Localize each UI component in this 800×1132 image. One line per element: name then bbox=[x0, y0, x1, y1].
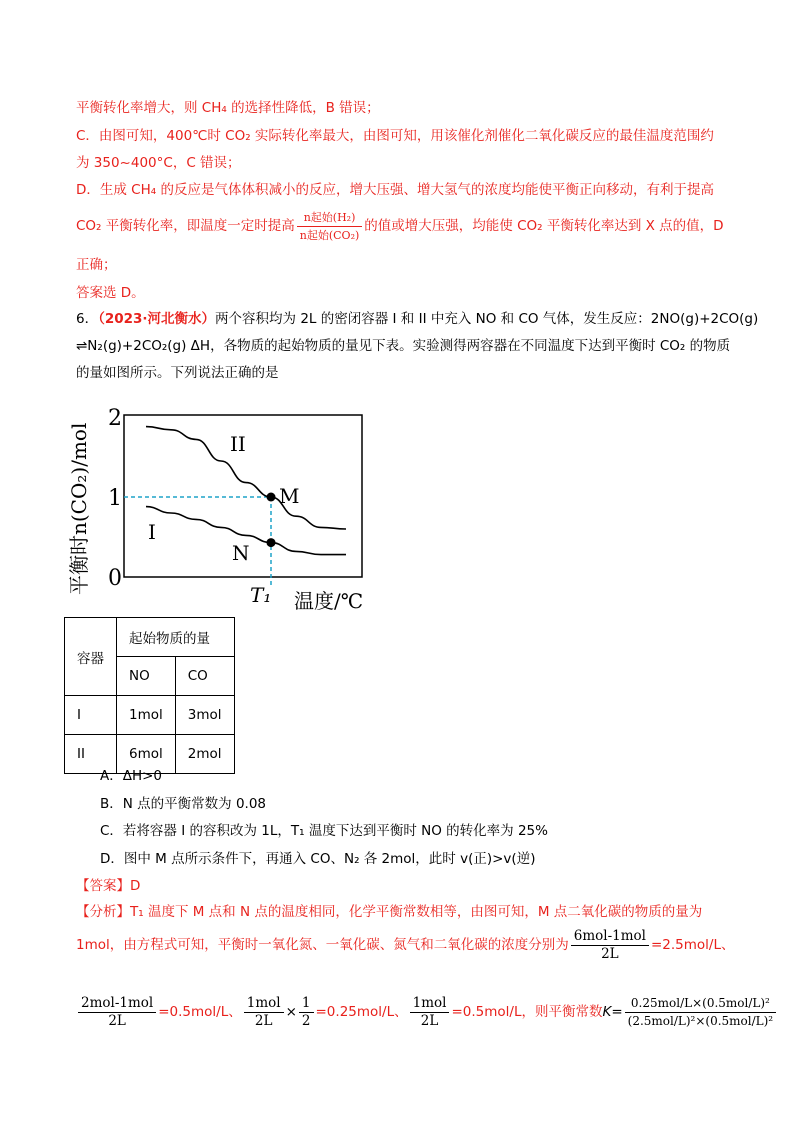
analysis-text: =0.25mol/L、 bbox=[315, 1004, 408, 1020]
question-text: 两个容积均为 2L 的密闭容器 I 和 II 中充入 NO 和 CO 气体，发生反应：2NO(g)+2CO(g) bbox=[215, 311, 759, 327]
table-header-cell: NO bbox=[117, 657, 176, 696]
text-line: 正确； bbox=[76, 257, 117, 273]
table-cell: I bbox=[65, 696, 117, 735]
question-line: ⇌N₂(g)+2CO₂(g) ΔH，各物质的起始物质的量见下表。实验测得两容器在不同温度下达到平衡时 CO₂ 的物质 bbox=[76, 338, 731, 354]
analysis-line bbox=[76, 926, 735, 964]
data-point-M bbox=[267, 493, 276, 502]
series-label-II: II bbox=[230, 432, 246, 456]
fraction bbox=[297, 209, 363, 244]
table-cell: II bbox=[65, 735, 117, 774]
option-d: D．图中 M 点所示条件下，再通入 CO、N₂ 各 2mol，此时 v(正)>v(逆) bbox=[100, 851, 536, 867]
fraction-denominator: n起始(CO₂) bbox=[299, 228, 360, 242]
fraction-numerator: 1 bbox=[299, 995, 314, 1013]
analysis-label: 【分析】 bbox=[76, 904, 130, 920]
fraction-denominator: 2L bbox=[254, 1012, 273, 1029]
x-tick-label: T₁ bbox=[250, 583, 272, 607]
fraction-denominator: 2L bbox=[420, 1012, 439, 1029]
table-header-cell: CO bbox=[175, 657, 234, 696]
analysis-text: =0.5mol/L、 bbox=[158, 1004, 242, 1020]
fraction-numerator: 2mol-1mol bbox=[78, 995, 156, 1013]
text-line: C．由图可知，400℃时 CO₂ 实际转化率最大，由图可知，用该催化剂催化二氧化碳反应的最佳温度范围约 bbox=[76, 128, 714, 144]
question-number: 6． bbox=[76, 311, 99, 327]
text-segment: 的值或增大压强，均能使 CO₂ 平衡转化率达到 X 点的值，D bbox=[364, 218, 724, 234]
fraction bbox=[571, 928, 649, 963]
fraction bbox=[625, 995, 776, 1030]
option-b: B．N 点的平衡常数为 0.08 bbox=[100, 796, 267, 812]
fraction-numerator: 0.25mol/L×(0.5mol/L)² bbox=[625, 995, 776, 1013]
fraction-denominator: 2L bbox=[108, 1012, 126, 1029]
table-cell: 2mol bbox=[175, 735, 234, 774]
initial-amount-table bbox=[64, 617, 235, 774]
fraction-numerator: 1mol bbox=[244, 995, 284, 1013]
y-tick-label: 2 bbox=[108, 406, 122, 431]
y-tick-label: 0 bbox=[108, 566, 122, 591]
table-cell: 6mol bbox=[117, 735, 176, 774]
text-segment: CO₂ 平衡转化率，即温度一定时提高 bbox=[76, 218, 295, 234]
y-tick-label: 1 bbox=[108, 486, 122, 511]
table-row bbox=[65, 696, 235, 735]
fraction-denominator: 2L bbox=[601, 945, 619, 962]
point-label-M: M bbox=[279, 484, 300, 508]
series-label-I: I bbox=[148, 520, 156, 544]
table-header-cell: 容器 bbox=[65, 618, 117, 696]
fraction bbox=[244, 995, 284, 1030]
fraction-numerator: 1mol bbox=[410, 995, 450, 1013]
times-sign: × bbox=[285, 1004, 297, 1020]
option-c: C．若将容器 I 的容积改为 1L，T₁ 温度下达到平衡时 NO 的转化率为 25% bbox=[100, 823, 548, 839]
question-source: （2023·河北衡水） bbox=[98, 311, 216, 327]
y-axis-label: 平衡时n(CO₂)/mol bbox=[67, 422, 91, 595]
fraction bbox=[78, 995, 156, 1030]
x-axis-label: 温度/℃ bbox=[294, 589, 364, 613]
equilibrium-chart bbox=[64, 405, 394, 615]
table-header-row bbox=[65, 618, 235, 657]
analysis-text: =0.5mol/L，则平衡常数 bbox=[451, 1004, 603, 1020]
point-label-N: N bbox=[232, 541, 250, 565]
data-point-N bbox=[267, 538, 276, 547]
text-line: 答案选 D。 bbox=[76, 285, 145, 301]
text-line: D．生成 CH₄ 的反应是气体体积减小的反应，增大压强、增大氢气的浓度均能使平衡正向移动，有利于提高 bbox=[76, 182, 714, 198]
analysis-text: 1mol，由方程式可知，平衡时一氧化氮、一氧化碳、氮气和二氧化碳的浓度分别为 bbox=[76, 937, 569, 953]
fraction bbox=[410, 995, 450, 1030]
analysis-line bbox=[76, 993, 778, 1031]
table-header-cell: 起始物质的量 bbox=[117, 618, 235, 657]
fraction-numerator: n起始(H₂) bbox=[297, 209, 363, 227]
k-symbol: K= bbox=[602, 1004, 623, 1020]
fraction-denominator: (2.5mol/L)²×(0.5mol/L)² bbox=[627, 1013, 774, 1028]
question-line: 的量如图所示。下列说法正确的是 bbox=[76, 365, 279, 381]
table-cell: 3mol bbox=[175, 696, 234, 735]
text-line-with-fraction bbox=[76, 208, 724, 244]
question-line bbox=[76, 309, 758, 329]
table-cell: 1mol bbox=[117, 696, 176, 735]
fraction-numerator: 6mol-1mol bbox=[571, 928, 649, 946]
text-line: 平衡转化率增大，则 CH₄ 的选择性降低，B 错误； bbox=[76, 100, 380, 116]
fraction bbox=[299, 995, 314, 1030]
analysis-text: =2.5mol/L、 bbox=[650, 937, 735, 953]
answer-label: 【答案】D bbox=[76, 878, 141, 894]
text-line: 为 350~400°C，C 错误； bbox=[76, 155, 241, 171]
analysis-line bbox=[76, 902, 702, 922]
fraction-denominator: 2 bbox=[301, 1012, 311, 1029]
analysis-text: T₁ 温度下 M 点和 N 点的温度相同，化学平衡常数相等，由图可知，M 点二氧化碳的物质的量为 bbox=[130, 904, 703, 920]
option-a: A．ΔH>0 bbox=[100, 768, 163, 784]
